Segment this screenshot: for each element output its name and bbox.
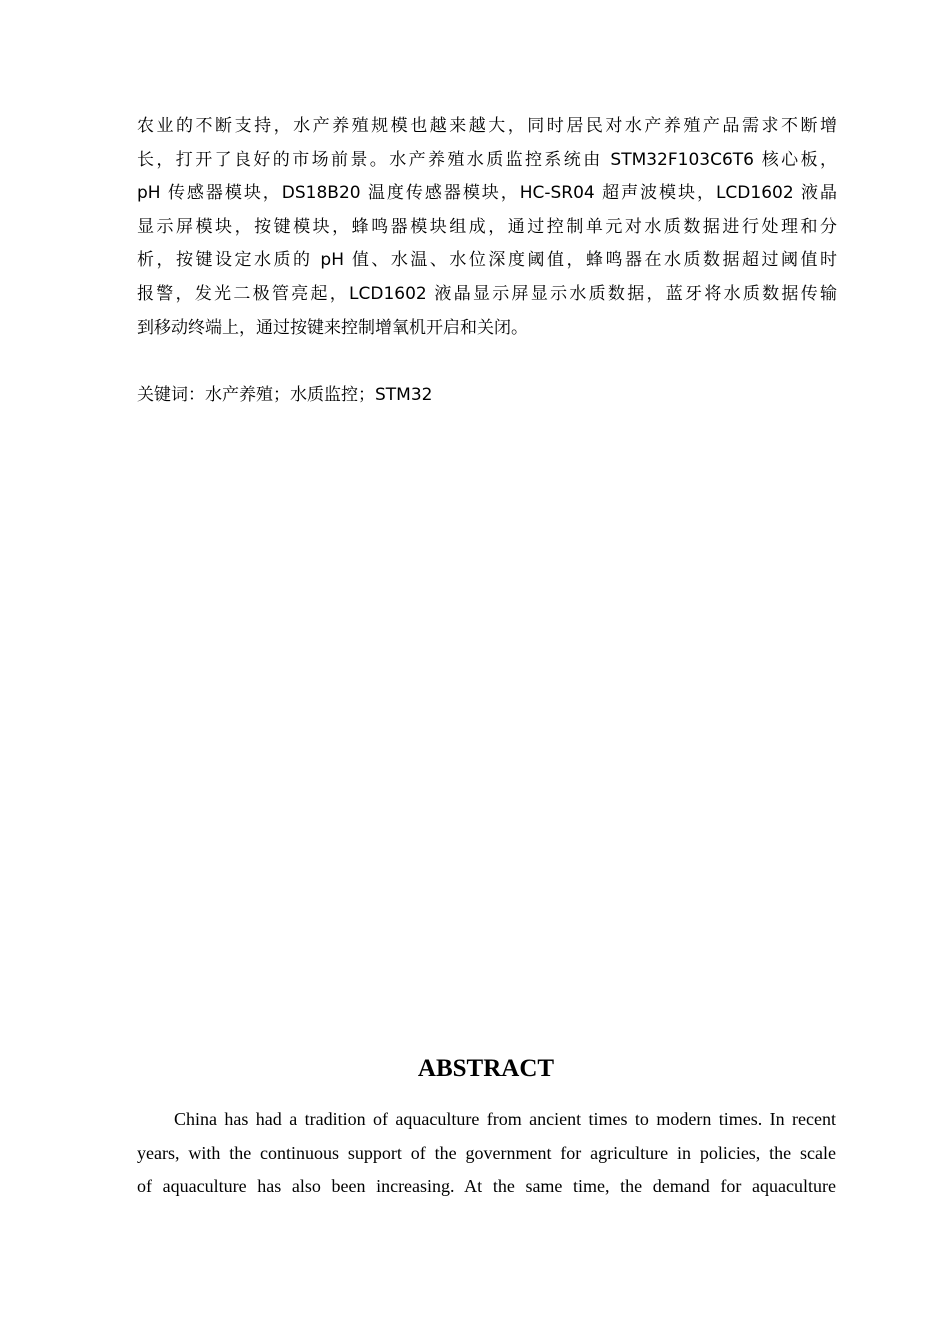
english-abstract-line-1: China has had a tradition of aquaculture from ancient times to modern times. In recent bbox=[174, 1109, 836, 1129]
english-abstract-body bbox=[137, 1103, 836, 1204]
chinese-abstract-line-2: 长，打开了良好的市场前景。水产养殖水质监控系统由 STM32F103C6T6 核心板， bbox=[137, 149, 837, 170]
english-abstract-line-3: of aquaculture has also been increasing. At the same time, the demand for aquaculture bbox=[137, 1176, 836, 1197]
chinese-abstract-line-6: 报警，发光二极管亮起，LCD1602 液晶显示屏显示水质数据，蓝牙将水质数据传输 bbox=[137, 283, 837, 304]
chinese-abstract-body bbox=[137, 110, 837, 345]
chinese-abstract-line-1: 农业的不断支持，水产养殖规模也越来越大，同时居民对水产养殖产品需求不断增 bbox=[137, 116, 837, 136]
keywords-value: 水产养殖；水质监控；STM32 bbox=[205, 385, 433, 405]
keywords bbox=[137, 380, 432, 410]
chinese-abstract-line-5: 析，按键设定水质的 pH 值、水温、水位深度阈值，蜂鸣器在水质数据超过阈值时 bbox=[137, 250, 837, 271]
chinese-abstract-line-3: pH 传感器模块，DS18B20 温度传感器模块，HC-SR04 超声波模块，LCD1602 液晶 bbox=[137, 183, 837, 204]
abstract-heading: ABSTRACT bbox=[417, 1055, 555, 1082]
keywords-label: 关键词： bbox=[137, 385, 205, 405]
english-abstract-line-2: years, with the continuous support of the government for agriculture in policies, the scale bbox=[137, 1142, 836, 1163]
chinese-abstract-line-4: 显示屏模块，按键模块，蜂鸣器模块组成，通过控制单元对水质数据进行处理和分 bbox=[137, 216, 837, 237]
chinese-abstract-line-7: 到移动终端上，通过按键来控制增氧机开启和关闭。 bbox=[137, 317, 528, 338]
